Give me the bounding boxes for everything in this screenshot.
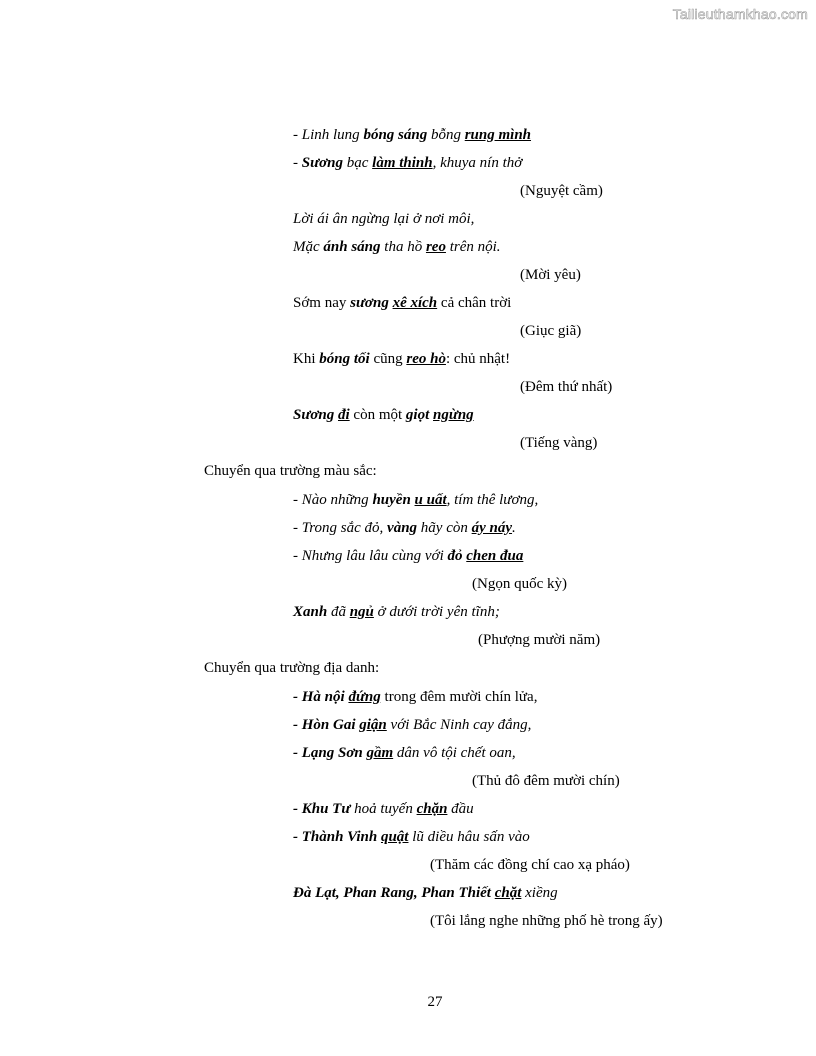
page-number: 27 — [427, 994, 443, 1010]
citation: (Giục giã) — [520, 323, 582, 339]
verse-text: dân vô tội chết oan, — [393, 745, 516, 761]
verse-text: xiềng — [521, 885, 558, 901]
citation: (Tiếng vàng) — [520, 435, 598, 451]
verse-bold-underline: áy náy — [471, 520, 513, 536]
verse-bold: Sương — [293, 407, 335, 423]
verse-text: : chủ nhật! — [445, 351, 511, 367]
verse-line — [293, 238, 501, 256]
verse-bold-underline: xê xích — [392, 295, 438, 311]
verse-text: Sớm nay — [293, 295, 351, 311]
verse-text: , tím thê lương, — [446, 492, 539, 508]
verse-line — [293, 688, 537, 706]
verse-text: - Nào những — [293, 492, 373, 508]
verse-text: hãy còn — [417, 520, 472, 536]
verse-bold: bóng tối — [319, 351, 370, 367]
verse-bold-underline: chặn — [416, 801, 448, 817]
verse-text: , khuya nín thở — [432, 155, 523, 171]
verse-line: Lời ái ân ngừng lại ở nơi môi, — [293, 211, 475, 227]
verse-text: bạc — [342, 155, 373, 171]
verse-bold: sương — [350, 295, 389, 311]
verse-line — [293, 884, 558, 902]
verse-bold: Xanh — [293, 604, 328, 620]
verse-text: - Linh lung — [293, 127, 364, 143]
citation: (Đêm thứ nhất) — [520, 379, 613, 395]
verse-bold: ánh sáng — [323, 239, 381, 255]
verse-text: lũ diều hâu sấn vào — [408, 829, 530, 845]
verse-bold-underline: gầm — [366, 745, 394, 761]
citation: (Mời yêu) — [520, 267, 581, 283]
verse-bold: - Lạng Sơn — [293, 745, 363, 761]
verse-bold-underline: chen đua — [466, 548, 524, 564]
verse-text: với Bắc Ninh cay đắng, — [386, 717, 532, 733]
verse-bold-underline: rung mình — [464, 127, 532, 143]
verse-bold: vàng — [387, 520, 418, 536]
section-heading: Chuyển qua trường địa danh: — [204, 660, 380, 676]
verse-line — [293, 126, 531, 144]
verse-line — [293, 491, 538, 509]
verse-bold-underline: ngủ — [349, 604, 374, 620]
verse-bold: - Khu Tư — [293, 801, 351, 817]
verse-bold-underline: làm thinh — [372, 155, 433, 171]
watermark: Tailieuthamkhao.com — [672, 6, 808, 22]
verse-line — [293, 744, 516, 762]
verse-text: hoả tuyến — [350, 801, 417, 817]
verse-bold: giọt — [405, 407, 430, 423]
verse-line — [293, 547, 523, 565]
verse-bold: - Hòn Gai — [293, 717, 356, 733]
verse-text: đầu — [447, 801, 474, 817]
citation: (Thăm các đồng chí cao xạ pháo) — [430, 857, 630, 873]
verse-bold-underline: đứng — [348, 689, 381, 705]
verse-bold: đỏ — [447, 548, 463, 564]
verse-text: Mặc — [293, 239, 324, 255]
citation: (Ngọn quốc kỳ) — [472, 576, 567, 592]
verse-text: ở dưới trời yên tĩnh; — [373, 604, 500, 620]
citation: (Thủ đô đêm mười chín) — [472, 773, 620, 789]
verse-bold: - Hà nội — [293, 689, 345, 705]
verse-bold-underline: reo — [425, 239, 446, 255]
verse-bold: - Thành Vinh — [293, 829, 378, 845]
verse-line — [293, 716, 531, 734]
verse-bold-underline: ngừng — [433, 407, 474, 423]
verse-line — [293, 154, 522, 172]
verse-bold-underline: giận — [359, 717, 387, 733]
verse-text: đã — [327, 604, 350, 620]
verse-bold: Sương — [301, 155, 343, 171]
verse-bold: Đà Lạt, Phan Rang, Phan Thiết — [293, 885, 491, 901]
verse-text: - Trong sắc đỏ, — [293, 520, 388, 536]
verse-text: - Nhưng lâu lâu cùng với — [293, 548, 448, 564]
verse-bold-underline: quật — [380, 829, 409, 845]
verse-text: trên nội. — [445, 239, 501, 255]
verse-bold-underline: đi — [337, 407, 350, 423]
citation: (Nguyệt cầm) — [520, 183, 603, 199]
citation: (Phượng mười năm) — [478, 632, 601, 648]
verse-text: tha hồ — [380, 239, 426, 255]
verse-line — [293, 294, 511, 312]
verse-text: . — [512, 520, 516, 536]
verse-bold-underline: chặt — [494, 885, 522, 901]
citation: (Tôi lắng nghe những phố hè trong ấy) — [430, 913, 663, 929]
verse-text: cả chân trời — [437, 295, 512, 311]
verse-text: bỗng — [427, 127, 465, 143]
verse-line — [293, 519, 516, 537]
verse-line — [293, 406, 474, 424]
verse-bold-underline: u uất — [414, 492, 447, 508]
verse-text: Khi — [293, 351, 320, 367]
verse-bold-underline: reo hò — [406, 351, 446, 367]
verse-text: trong đêm mười chín lửa, — [380, 689, 538, 705]
verse-line — [293, 603, 500, 621]
verse-text: còn một — [349, 407, 406, 423]
verse-line — [293, 828, 530, 846]
verse-line — [293, 350, 510, 368]
verse-text: - — [293, 155, 302, 171]
section-heading: Chuyển qua trường màu sắc: — [204, 463, 377, 479]
verse-bold: bóng sáng — [363, 127, 428, 143]
verse-text: cũng — [369, 351, 407, 367]
verse-line — [293, 800, 474, 818]
verse-bold: huyền — [372, 492, 411, 508]
